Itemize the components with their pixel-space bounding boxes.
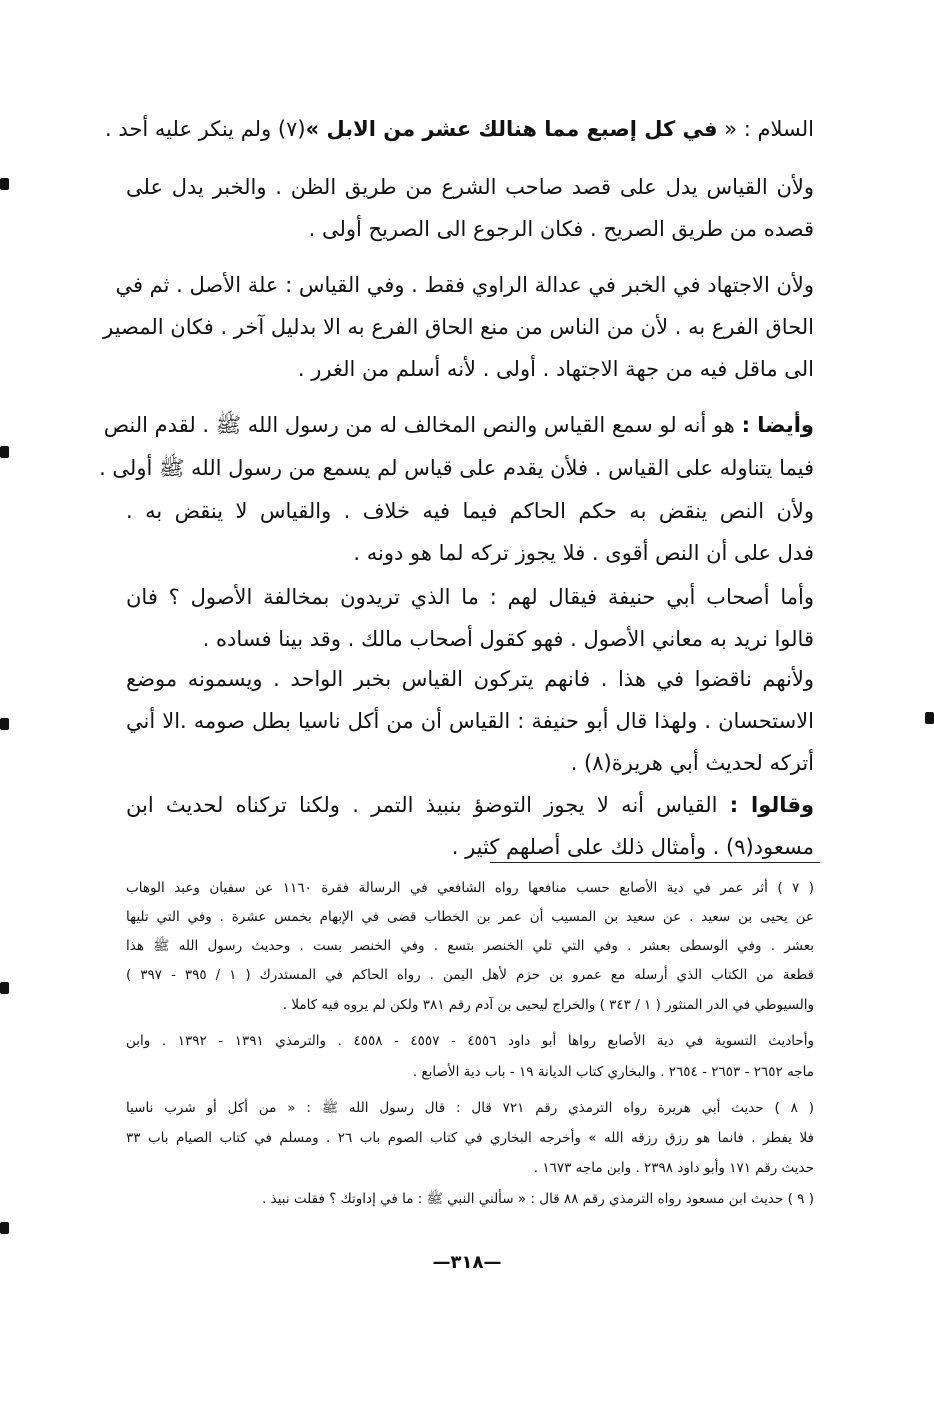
body-line-13: ولأنهم ناقضوا في هذا . فانهم يتركون القياس بخبر الواحد . ويسمونه موضع <box>126 667 814 691</box>
scan-edge-mark <box>0 1222 9 1234</box>
scan-edge-mark <box>0 982 9 994</box>
body-line-7: وأيضا : هو أنه لو سمع القياس والنص المخالف له من رسول الله ﷺ . لقدم النص <box>103 413 814 437</box>
body-line-14: الاستحسان . ولهذا قال أبو حنيفة : القياس أن من أكل ناسيا بطل صومه .الا أني <box>126 709 814 733</box>
scan-edge-mark <box>925 712 934 724</box>
body-line-4: ولأن الاجتهاد في الخبر في عدالة الراوي فقط . وفي القياس : علة الأصل . ثم في <box>115 273 814 297</box>
body-line-12: قالوا نريد به معاني الأصول . فهو كقول أصحاب مالك . وقد بينا فساده . <box>202 627 814 651</box>
footnote-line-3: بعشر . وفي الوسطى بعشر . وفي التي تلي الخنصر بتسع . وفي الخنصر بست . وحديث رسول الله ﷺ هذا <box>126 938 814 954</box>
body-line-8: فيما يتناوله على القياس . فلأن يقدم على قياس لم يسمع من رسول الله ﷺ أولى . <box>99 456 814 480</box>
footnote-line-8: ( ٨ ) حديث أبي هريرة رواه الترمذي رقم ٧٢١ قال : قال رسول الله ﷺ : « من أكل أو شرب ناسيا <box>126 1100 815 1116</box>
body-line-5: الحاق الفرع به . لأن من الناس من منع الحاق الفرع به الا بدليل آخر . فكان المصير <box>103 315 814 339</box>
body-line-6: الى ماقل فيه من جهة الاجتهاد . أولى . لأنه أسلم من الغرر . <box>297 357 814 381</box>
footnote-line-2: عن يحيى بن سعيد . عن سعيد بن المسيب أن عمر بن الخطاب قضى في الإبهام بخمس عشرة . وفي التي تليها <box>126 909 814 925</box>
body-line-10: فدل على أن النص أقوى . فلا يجوز تركه لما هو دونه . <box>353 541 814 565</box>
body-line-11: وأما أصحاب أبي حنيفة فيقال لهم : ما الذي تريدون بمخالفة الأصول ؟ فان <box>126 585 814 609</box>
body-line-15: أتركه لحديث أبي هريرة(٨) . <box>570 751 814 775</box>
footnote-line-5: والسيوطي في الدر المنثور ( ١ / ٣٤٣ ) والخراج ليحيى بن آدم رقم ٣٨١ ولكن لم يروه فيه كاملا . <box>282 997 814 1013</box>
footnote-separator <box>490 862 820 863</box>
footnote-line-1: ( ٧ ) أثر عمر في دية الأصابع حسب منافعها رواه الشافعي في الرسالة فقرة ١١٦٠ عن سفيان وعبد الوهاب <box>126 880 815 896</box>
body-line-16: وقالوا : القياس أنه لا يجوز التوضؤ بنبيذ التمر . ولكنا تركناه لحديث ابن <box>126 793 814 817</box>
footnote-line-6: وأحاديث التسوية في دية الأصابع رواها أبو داود ٤٥٥٦ - ٤٥٥٧ - ٤٥٥٨ . والترمذي ١٣٩١ - ١٣٩٢ . وابن <box>126 1033 814 1049</box>
body-line-3: قصده من طريق الصريح . فكان الرجوع الى الصريح أولى . <box>308 217 814 241</box>
body-line-9: ولأن النص ينقض به حكم الحاكم فيما فيه خلاف . والقياس لا ينقض به . <box>126 499 814 523</box>
scan-edge-mark <box>0 718 9 730</box>
footnote-line-11: ( ٩ ) حديث ابن مسعود رواه الترمذي رقم ٨٨ قال : « سألني النبي ﷺ : ما في إداوتك ؟ فقلت نبيذ . <box>262 1191 814 1207</box>
footnote-line-4: قطعة من الكتاب الذي أرسله مع عمرو بن حزم لأهل اليمن . رواه الحاكم في المستدرك ( ١ / ٣٩٥ - ٣٩٧ ) <box>126 967 814 983</box>
footnote-line-7: ماجه ٢٦٥٢ - ٢٦٥٣ - ٢٦٥٤ . والبخاري كتاب الديانة ١٩ - باب دية الأصابع . <box>412 1064 814 1080</box>
footnote-line-10: حديث رقم ١٧١ وأبو داود ٢٣٩٨ . وابن ماجه ١٦٧٣ . <box>533 1160 814 1176</box>
body-line-1: السلام : « في كل إصبع مما هنالك عشر من الابل »(٧) ولم ينكر عليه أحد . <box>105 117 814 141</box>
scan-edge-mark <box>0 446 9 458</box>
footnote-line-9: فلا يفطر . فانما هو رزق رزقه الله » وأخرجه البخاري في كتاب الصوم باب ٢٦ . ومسلم في كتاب الصيام باب ٣٣ <box>126 1130 814 1146</box>
body-line-17: مسعود(٩) . وأمثال ذلك على أصلهم كثير . <box>451 835 814 859</box>
body-line-2: ولأن القياس يدل على قصد صاحب الشرع من طريق الظن . والخبر يدل على <box>126 175 814 199</box>
page-number: —٣١٨— <box>432 1252 502 1273</box>
scan-edge-mark <box>0 178 9 190</box>
